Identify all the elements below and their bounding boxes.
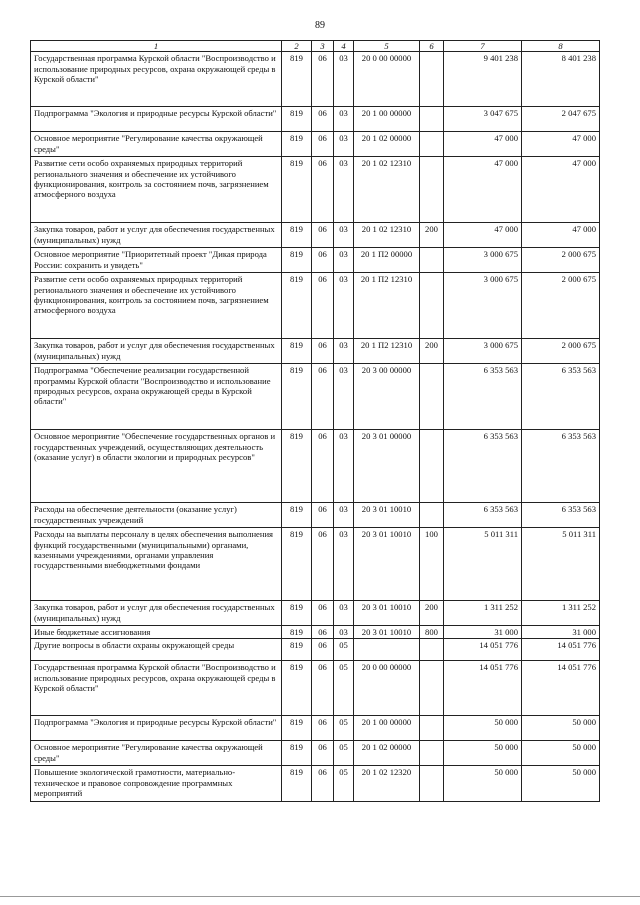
table-row — [31, 430, 600, 503]
row-expense-type-cell — [420, 503, 444, 528]
table-row — [31, 601, 600, 626]
row-amount-year2-cell: 14 051 776 — [522, 639, 600, 661]
table-row — [31, 639, 600, 661]
row-amount-year1-cell: 31 000 — [444, 626, 522, 639]
row-target-article-cell: 20 1 00 00000 — [354, 107, 420, 132]
header-col-7: 7 — [444, 41, 522, 52]
row-section-cell: 06 — [312, 364, 334, 430]
row-subsection-cell: 05 — [334, 661, 354, 716]
row-amount-year2-cell: 8 401 238 — [522, 52, 600, 107]
row-section-cell: 06 — [312, 716, 334, 741]
header-col-5: 5 — [354, 41, 420, 52]
row-target-article-cell: 20 1 00 00000 — [354, 716, 420, 741]
row-subsection-cell: 03 — [334, 528, 354, 601]
row-section-cell: 06 — [312, 248, 334, 273]
row-grbs-cell: 819 — [282, 364, 312, 430]
row-section-cell: 06 — [312, 503, 334, 528]
row-name-cell: Иные бюджетные ассигнования — [31, 626, 282, 639]
table-row — [31, 661, 600, 716]
row-target-article-cell: 20 3 01 10010 — [354, 528, 420, 601]
table-row — [31, 503, 600, 528]
row-name-cell: Расходы на обеспечение деятельности (оказание услуг) государственных учреждений — [31, 503, 282, 528]
row-target-article-cell: 20 1 П2 00000 — [354, 248, 420, 273]
row-subsection-cell: 03 — [334, 132, 354, 157]
row-subsection-cell: 05 — [334, 716, 354, 741]
table-row — [31, 364, 600, 430]
row-amount-year2-cell: 2 000 675 — [522, 248, 600, 273]
row-grbs-cell: 819 — [282, 339, 312, 364]
row-grbs-cell: 819 — [282, 601, 312, 626]
row-amount-year1-cell: 14 051 776 — [444, 639, 522, 661]
row-subsection-cell: 03 — [334, 157, 354, 223]
row-expense-type-cell — [420, 766, 444, 802]
row-target-article-cell: 20 1 02 12310 — [354, 157, 420, 223]
row-amount-year1-cell: 3 047 675 — [444, 107, 522, 132]
row-amount-year2-cell: 50 000 — [522, 766, 600, 802]
row-expense-type-cell — [420, 741, 444, 766]
row-name-cell: Закупка товаров, работ и услуг для обеспечения государственных (муниципальных) нужд — [31, 601, 282, 626]
row-expense-type-cell — [420, 364, 444, 430]
row-target-article-cell: 20 1 02 12320 — [354, 766, 420, 802]
row-expense-type-cell — [420, 52, 444, 107]
row-amount-year2-cell: 2 000 675 — [522, 273, 600, 339]
row-amount-year1-cell: 6 353 563 — [444, 503, 522, 528]
row-grbs-cell: 819 — [282, 528, 312, 601]
page-number: 89 — [315, 20, 325, 31]
row-amount-year2-cell: 5 011 311 — [522, 528, 600, 601]
row-name-cell: Государственная программа Курской области "Воспроизводство и использование природных ресурсов, охрана окружающей среды в Курской области" — [31, 52, 282, 107]
row-expense-type-cell: 200 — [420, 339, 444, 364]
row-amount-year2-cell: 47 000 — [522, 157, 600, 223]
row-amount-year2-cell: 50 000 — [522, 741, 600, 766]
row-subsection-cell: 03 — [334, 503, 354, 528]
row-amount-year1-cell: 47 000 — [444, 223, 522, 248]
row-section-cell: 06 — [312, 639, 334, 661]
row-target-article-cell: 20 1 П2 12310 — [354, 339, 420, 364]
row-subsection-cell: 03 — [334, 273, 354, 339]
row-grbs-cell: 819 — [282, 716, 312, 741]
row-grbs-cell: 819 — [282, 661, 312, 716]
row-amount-year1-cell: 6 353 563 — [444, 364, 522, 430]
row-subsection-cell: 03 — [334, 52, 354, 107]
table-row — [31, 223, 600, 248]
row-amount-year2-cell: 6 353 563 — [522, 364, 600, 430]
row-amount-year1-cell: 9 401 238 — [444, 52, 522, 107]
row-grbs-cell: 819 — [282, 107, 312, 132]
row-grbs-cell: 819 — [282, 52, 312, 107]
row-grbs-cell: 819 — [282, 223, 312, 248]
row-grbs-cell: 819 — [282, 248, 312, 273]
row-amount-year2-cell: 50 000 — [522, 716, 600, 741]
row-grbs-cell: 819 — [282, 639, 312, 661]
row-name-cell: Основное мероприятие "Обеспечение государственных органов и государственных учреждений, осуществляющих деятельность (оказание услуг) в области экологии и природных ресурсов" — [31, 430, 282, 503]
row-name-cell: Другие вопросы в области охраны окружающей среды — [31, 639, 282, 661]
row-amount-year1-cell: 1 311 252 — [444, 601, 522, 626]
row-grbs-cell: 819 — [282, 503, 312, 528]
row-section-cell: 06 — [312, 273, 334, 339]
row-grbs-cell: 819 — [282, 741, 312, 766]
row-expense-type-cell: 100 — [420, 528, 444, 601]
row-amount-year1-cell: 50 000 — [444, 716, 522, 741]
row-amount-year1-cell: 3 000 675 — [444, 248, 522, 273]
table-row — [31, 766, 600, 802]
row-expense-type-cell: 200 — [420, 601, 444, 626]
row-name-cell: Развитие сети особо охраняемых природных территорий регионального значения и обеспечение их устойчивого функционирования, контроль за состоянием почв, загрязнением атмосферного воздуха — [31, 157, 282, 223]
row-subsection-cell: 03 — [334, 339, 354, 364]
row-amount-year2-cell: 47 000 — [522, 132, 600, 157]
row-amount-year1-cell: 3 000 675 — [444, 273, 522, 339]
row-target-article-cell: 20 1 02 00000 — [354, 132, 420, 157]
table-row — [31, 528, 600, 601]
row-target-article-cell — [354, 639, 420, 661]
row-grbs-cell: 819 — [282, 273, 312, 339]
row-amount-year1-cell: 47 000 — [444, 132, 522, 157]
row-section-cell: 06 — [312, 741, 334, 766]
row-amount-year2-cell: 2 047 675 — [522, 107, 600, 132]
row-name-cell: Основное мероприятие "Приоритетный проект "Дикая природа России: сохранить и увидеть" — [31, 248, 282, 273]
row-name-cell: Закупка товаров, работ и услуг для обеспечения государственных (муниципальных) нужд — [31, 223, 282, 248]
budget-table — [30, 40, 600, 802]
row-name-cell: Расходы на выплаты персоналу в целях обеспечения выполнения функций государственными (муниципальными) органами, казенными учреждениями, органами управления государственными внебюджетными фондами — [31, 528, 282, 601]
row-target-article-cell: 20 1 П2 12310 — [354, 273, 420, 339]
table-row — [31, 741, 600, 766]
row-section-cell: 06 — [312, 601, 334, 626]
row-section-cell: 06 — [312, 661, 334, 716]
header-col-6: 6 — [420, 41, 444, 52]
row-amount-year2-cell: 1 311 252 — [522, 601, 600, 626]
row-grbs-cell: 819 — [282, 766, 312, 802]
table-body — [31, 52, 600, 802]
row-expense-type-cell — [420, 430, 444, 503]
row-grbs-cell: 819 — [282, 430, 312, 503]
row-amount-year2-cell: 31 000 — [522, 626, 600, 639]
row-target-article-cell: 20 1 02 00000 — [354, 741, 420, 766]
row-section-cell: 06 — [312, 626, 334, 639]
row-subsection-cell: 03 — [334, 248, 354, 273]
row-target-article-cell: 20 3 01 00000 — [354, 430, 420, 503]
row-expense-type-cell: 800 — [420, 626, 444, 639]
row-target-article-cell: 20 0 00 00000 — [354, 661, 420, 716]
table-row — [31, 107, 600, 132]
row-name-cell: Основное мероприятие "Регулирование качества окружающей среды" — [31, 741, 282, 766]
row-expense-type-cell — [420, 248, 444, 273]
row-subsection-cell: 03 — [334, 223, 354, 248]
row-subsection-cell: 03 — [334, 626, 354, 639]
row-amount-year1-cell: 14 051 776 — [444, 661, 522, 716]
table-row — [31, 248, 600, 273]
row-subsection-cell: 05 — [334, 639, 354, 661]
row-amount-year2-cell: 6 353 563 — [522, 430, 600, 503]
row-section-cell: 06 — [312, 157, 334, 223]
row-grbs-cell: 819 — [282, 157, 312, 223]
row-amount-year1-cell: 50 000 — [444, 766, 522, 802]
row-subsection-cell: 03 — [334, 430, 354, 503]
row-target-article-cell: 20 3 01 10010 — [354, 503, 420, 528]
row-section-cell: 06 — [312, 223, 334, 248]
row-expense-type-cell — [420, 107, 444, 132]
table-row — [31, 626, 600, 639]
row-target-article-cell: 20 3 00 00000 — [354, 364, 420, 430]
header-col-1: 1 — [31, 41, 282, 52]
row-name-cell: Государственная программа Курской области "Воспроизводство и использование природных ресурсов, охрана окружающей среды в Курской области" — [31, 661, 282, 716]
header-col-4: 4 — [334, 41, 354, 52]
row-amount-year1-cell: 47 000 — [444, 157, 522, 223]
row-section-cell: 06 — [312, 52, 334, 107]
row-amount-year2-cell: 47 000 — [522, 223, 600, 248]
table-row — [31, 52, 600, 107]
row-amount-year1-cell: 6 353 563 — [444, 430, 522, 503]
table-row — [31, 157, 600, 223]
row-expense-type-cell — [420, 661, 444, 716]
row-name-cell: Подпрограмма "Обеспечение реализации государственной программы Курской области "Воспроизводство и использование природных ресурсов, охрана окружающей среды в Курской области" — [31, 364, 282, 430]
row-amount-year1-cell: 3 000 675 — [444, 339, 522, 364]
table-row — [31, 273, 600, 339]
row-grbs-cell: 819 — [282, 626, 312, 639]
row-target-article-cell: 20 1 02 12310 — [354, 223, 420, 248]
row-amount-year2-cell: 14 051 776 — [522, 661, 600, 716]
table-row — [31, 716, 600, 741]
row-subsection-cell: 05 — [334, 741, 354, 766]
page-bottom-edge — [0, 896, 640, 897]
row-target-article-cell: 20 3 01 10010 — [354, 601, 420, 626]
row-section-cell: 06 — [312, 766, 334, 802]
table-row — [31, 339, 600, 364]
row-subsection-cell: 03 — [334, 601, 354, 626]
row-grbs-cell: 819 — [282, 132, 312, 157]
row-section-cell: 06 — [312, 430, 334, 503]
row-section-cell: 06 — [312, 132, 334, 157]
row-name-cell: Подпрограмма "Экология и природные ресурсы Курской области" — [31, 716, 282, 741]
row-expense-type-cell — [420, 273, 444, 339]
row-expense-type-cell: 200 — [420, 223, 444, 248]
row-name-cell: Развитие сети особо охраняемых природных территорий регионального значения и обеспечение их устойчивого функционирования, контроль за состоянием почв, загрязнением атмосферного воздуха — [31, 273, 282, 339]
row-expense-type-cell — [420, 716, 444, 741]
row-amount-year2-cell: 2 000 675 — [522, 339, 600, 364]
table-header-row — [31, 41, 600, 52]
row-target-article-cell: 20 3 01 10010 — [354, 626, 420, 639]
row-amount-year2-cell: 6 353 563 — [522, 503, 600, 528]
row-name-cell: Подпрограмма "Экология и природные ресурсы Курской области" — [31, 107, 282, 132]
row-amount-year1-cell: 50 000 — [444, 741, 522, 766]
row-subsection-cell: 03 — [334, 107, 354, 132]
row-subsection-cell: 03 — [334, 364, 354, 430]
row-expense-type-cell — [420, 157, 444, 223]
header-col-3: 3 — [312, 41, 334, 52]
row-subsection-cell: 05 — [334, 766, 354, 802]
row-name-cell: Основное мероприятие "Регулирование качества окружающей среды" — [31, 132, 282, 157]
header-col-8: 8 — [522, 41, 600, 52]
row-expense-type-cell — [420, 639, 444, 661]
row-expense-type-cell — [420, 132, 444, 157]
row-section-cell: 06 — [312, 528, 334, 601]
row-section-cell: 06 — [312, 339, 334, 364]
row-name-cell: Повышение экологической грамотности, материально-техническое и правовое сопровождение программных мероприятий — [31, 766, 282, 802]
table-row — [31, 132, 600, 157]
row-section-cell: 06 — [312, 107, 334, 132]
row-name-cell: Закупка товаров, работ и услуг для обеспечения государственных (муниципальных) нужд — [31, 339, 282, 364]
row-amount-year1-cell: 5 011 311 — [444, 528, 522, 601]
row-target-article-cell: 20 0 00 00000 — [354, 52, 420, 107]
header-col-2: 2 — [282, 41, 312, 52]
